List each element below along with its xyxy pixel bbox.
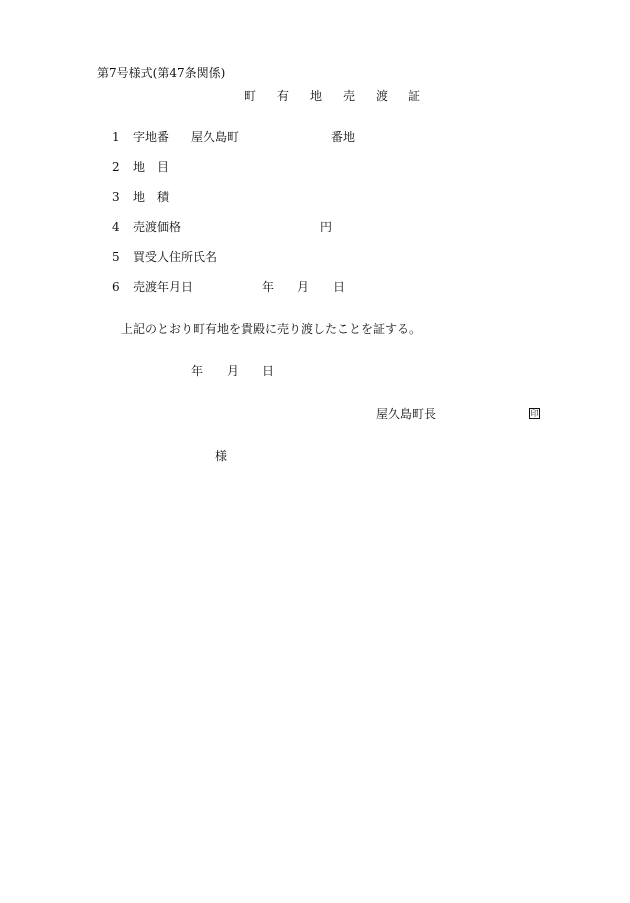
form-label: 第7号様式(第47条関係) — [97, 66, 226, 80]
item-value: 屋久島町 — [191, 130, 240, 144]
issue-date-year: 年 — [191, 364, 204, 378]
item-suffix: 円 — [320, 220, 333, 234]
addressee-suffix: 様 — [215, 449, 228, 463]
title-char: 渡 — [376, 89, 389, 103]
item-label: 売渡価格 — [133, 220, 182, 234]
issue-date-day: 日 — [262, 364, 275, 378]
seal-mark: 印 — [530, 409, 539, 418]
issuer-name: 屋久島町長 — [376, 407, 437, 421]
title-char: 有 — [277, 89, 290, 103]
item-label: 地 積 — [133, 190, 170, 204]
issue-date-month: 月 — [227, 364, 240, 378]
title-char: 証 — [408, 89, 421, 103]
item-number: 5 — [112, 250, 120, 264]
statement-text: 上記のとおり町有地を貴殿に売り渡したことを証する。 — [121, 322, 422, 336]
item-number: 2 — [112, 160, 120, 174]
item-number: 1 — [112, 130, 120, 144]
date-day: 日 — [333, 280, 346, 294]
item-number: 4 — [112, 220, 120, 234]
item-number: 3 — [112, 190, 120, 204]
item-label: 地 目 — [133, 160, 170, 174]
item-suffix: 番地 — [331, 130, 356, 144]
title-char: 売 — [343, 89, 356, 103]
item-number: 6 — [112, 280, 120, 294]
date-month: 月 — [297, 280, 310, 294]
item-label: 買受人住所氏名 — [133, 250, 218, 264]
title-char: 町 — [244, 89, 257, 103]
item-label: 売渡年月日 — [133, 280, 194, 294]
date-year: 年 — [262, 280, 275, 294]
item-label: 字地番 — [133, 130, 170, 144]
title-char: 地 — [310, 89, 323, 103]
